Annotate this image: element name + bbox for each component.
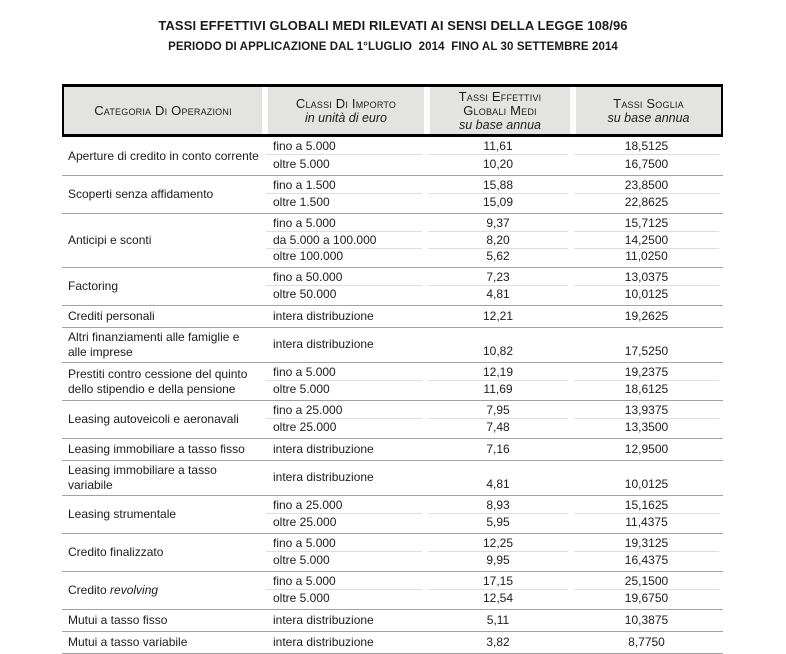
importo-value: oltre 1.500: [273, 195, 330, 209]
tegm-stack: [428, 574, 568, 607]
tegm-stack: [428, 330, 568, 360]
soglia-stack: [574, 139, 719, 173]
header-cell-importo: [268, 87, 424, 134]
soglia-stack: [574, 441, 719, 458]
importo-stack: [266, 634, 422, 651]
soglia-value: 22,8625: [624, 195, 669, 209]
header-sublabel: su base annua: [607, 110, 690, 125]
soglia-stack: [574, 634, 719, 651]
soglia-value: 17,5250: [624, 344, 669, 358]
soglia-stack: [574, 403, 719, 436]
group-row: [62, 631, 723, 653]
tegm-value: 12,19: [428, 365, 568, 381]
header-label: Globali Medi: [463, 102, 537, 118]
importo-value: intera distribuzione: [273, 441, 374, 456]
category-label: Leasing strumentale: [68, 507, 177, 521]
importo-value: fino a 50.000: [266, 270, 422, 286]
category-cell: [62, 612, 260, 629]
importo-stack: [266, 498, 422, 531]
soglia-value: 15,1625: [574, 498, 719, 514]
importo-value: fino a 5.000: [266, 536, 422, 552]
soglia-value: 8,7750: [628, 635, 665, 649]
soglia-value: 19,6750: [624, 591, 669, 605]
soglia-value: 10,0125: [624, 287, 669, 301]
tegm-value: 5,62: [486, 249, 510, 263]
tegm-value: 5,11: [486, 613, 510, 627]
importo-value: intera distribuzione: [273, 470, 374, 484]
importo-stack: [266, 536, 422, 569]
tegm-value: 12,54: [482, 591, 514, 605]
category-cell: [62, 270, 260, 303]
category-label: Anticipi e sconti: [68, 233, 152, 247]
tegm-value: 9,95: [486, 553, 510, 567]
soglia-value: 13,0375: [574, 270, 719, 286]
importo-stack: [266, 403, 422, 436]
category-cell: [62, 574, 260, 607]
category-label-italic: revolving: [110, 583, 159, 597]
category-cell: [62, 308, 260, 325]
importo-value: fino a 5.000: [266, 574, 422, 590]
soglia-value: 19,2625: [624, 309, 669, 323]
tegm-value: 15,88: [428, 178, 568, 194]
table-header: [62, 84, 723, 137]
category-label: Aperture di credito in conto corrente: [68, 148, 259, 163]
soglia-value: 25,1500: [574, 574, 719, 590]
group-row: [62, 175, 723, 213]
tegm-value: 7,16: [486, 442, 510, 456]
table-body: [62, 137, 723, 654]
soglia-value: 10,3875: [624, 613, 669, 627]
tegm-stack: [428, 308, 568, 325]
group-row: [62, 533, 723, 571]
importo-value: oltre 5.000: [273, 157, 330, 171]
importo-value: intera distribuzione: [273, 612, 374, 627]
soglia-stack: [574, 463, 719, 493]
category-label: Leasing immobiliare a tasso fisso: [68, 442, 245, 456]
soglia-stack: [574, 178, 719, 211]
group-row: [62, 305, 723, 327]
importo-value: oltre 5.000: [273, 553, 330, 567]
category-cell: [62, 634, 260, 651]
header-cell-categoria: [64, 87, 262, 134]
tegm-stack: [428, 441, 568, 458]
group-row: [62, 137, 723, 175]
category-label: Credito revolving: [68, 583, 159, 597]
importo-value: intera distribuzione: [273, 337, 374, 351]
category-label: Leasing autoveicoli e aeronavali: [68, 412, 239, 426]
tegm-stack: [428, 139, 568, 173]
importo-value: fino a 5.000: [266, 216, 422, 232]
tegm-stack: [428, 463, 568, 493]
soglia-value: 23,8500: [574, 178, 719, 194]
tegm-value: 11,69: [483, 382, 513, 396]
tegm-value: 9,37: [428, 216, 568, 232]
category-label: Factoring: [68, 279, 119, 293]
tegm-stack: [428, 536, 568, 569]
soglia-value: 19,3125: [574, 536, 719, 552]
group-row: [62, 438, 723, 460]
category-cell: [62, 178, 260, 211]
tegm-stack: [428, 178, 568, 211]
group-row: [62, 571, 723, 609]
category-cell: [62, 365, 260, 398]
soglia-value: 11,0250: [625, 249, 668, 263]
category-label: Scoperti senza affidamento: [68, 187, 214, 201]
importo-value: fino a 5.000: [266, 139, 422, 155]
category-cell: [62, 139, 260, 173]
importo-stack: [266, 308, 422, 325]
soglia-value: 18,6125: [624, 382, 669, 396]
importo-value: intera distribuzione: [273, 634, 374, 649]
category-label: Mutui a tasso fisso: [68, 613, 168, 627]
group-row: [62, 609, 723, 631]
importo-stack: [266, 612, 422, 629]
importo-value: fino a 5.000: [266, 365, 422, 381]
soglia-stack: [574, 536, 719, 569]
soglia-stack: [574, 498, 719, 531]
tegm-stack: [428, 498, 568, 531]
tegm-value: 12,25: [428, 536, 568, 552]
category-label: Prestiti contro cessione del quinto dello stipendio e della pensione: [68, 366, 248, 396]
doc-subtitle: PERIODO DI APPLICAZIONE DAL 1°LUGLIO 2014 FINO AL 30 SETTEMBRE 2014: [168, 41, 618, 53]
group-row: [62, 400, 723, 438]
tegm-stack: [428, 612, 568, 629]
tegm-value: 7,23: [428, 270, 568, 286]
header-sublabel: in unità di euro: [304, 110, 387, 125]
importo-stack: [266, 216, 422, 265]
importo-value: intera distribuzione: [273, 308, 374, 323]
header-label: Tassi Effettivi: [458, 88, 542, 104]
soglia-value: 13,3500: [624, 420, 669, 434]
tegm-value: 15,09: [482, 195, 514, 209]
tegm-value: 8,20: [428, 233, 568, 249]
tegm-stack: [428, 365, 568, 398]
category-cell: [62, 536, 260, 569]
header-sublabel: su base annua: [458, 117, 541, 132]
importo-value: fino a 25.000: [266, 403, 422, 419]
importo-value: oltre 50.000: [273, 287, 337, 301]
soglia-value: 16,4375: [624, 553, 669, 567]
soglia-stack: [574, 270, 719, 303]
importo-stack: [266, 463, 422, 493]
importo-stack: [266, 139, 422, 173]
soglia-value: 12,9500: [624, 442, 669, 456]
category-cell: [62, 403, 260, 436]
importo-stack: [266, 270, 422, 303]
group-row: [62, 495, 723, 533]
group-row: [62, 267, 723, 305]
tegm-value: 7,48: [486, 420, 510, 434]
group-row: [62, 213, 723, 267]
header-label: Categoria Di Operazioni: [94, 102, 232, 118]
importo-value: fino a 25.000: [266, 498, 422, 514]
category-cell: [62, 463, 260, 493]
category-cell: [62, 330, 260, 360]
importo-stack: [266, 365, 422, 398]
soglia-value: 11,4375: [625, 515, 668, 529]
tegm-value: 11,61: [428, 139, 568, 155]
tegm-stack: [428, 270, 568, 303]
tegm-value: 8,93: [428, 498, 568, 514]
category-label: Credito finalizzato: [68, 545, 164, 559]
group-row: [62, 460, 723, 495]
importo-value: oltre 5.000: [273, 591, 330, 605]
importo-value: oltre 25.000: [273, 420, 337, 434]
soglia-value: 16,7500: [624, 157, 669, 171]
importo-stack: [266, 441, 422, 458]
tegm-value: 17,15: [428, 574, 568, 590]
category-label: Crediti personali: [68, 309, 155, 323]
soglia-stack: [574, 308, 719, 325]
doc-title: TASSI EFFETTIVI GLOBALI MEDI RILEVATI AI SENSI DELLA LEGGE 108/96: [158, 18, 628, 33]
category-cell: [62, 498, 260, 531]
rates-table: [62, 84, 723, 654]
header-cell-tegm: [430, 87, 570, 134]
importo-stack: [266, 330, 422, 360]
soglia-value: 13,9375: [574, 403, 719, 419]
category-cell: [62, 441, 260, 458]
importo-value: fino a 1.500: [266, 178, 422, 194]
soglia-value: 10,0125: [624, 477, 669, 491]
tegm-value: 7,95: [428, 403, 568, 419]
header-cell-soglia: [576, 87, 721, 134]
tegm-stack: [428, 216, 568, 265]
tegm-value: 4,81: [486, 287, 510, 301]
soglia-stack: [574, 330, 719, 360]
importo-value: da 5.000 a 100.000: [266, 233, 422, 249]
tegm-value: 3,82: [486, 635, 510, 649]
soglia-stack: [574, 574, 719, 607]
tegm-value: 10,82: [482, 344, 514, 358]
soglia-value: 14,2500: [574, 233, 719, 249]
tegm-value: 10,20: [482, 157, 514, 171]
soglia-stack: [574, 365, 719, 398]
importo-value: oltre 100.000: [273, 249, 344, 263]
group-row: [62, 327, 723, 362]
importo-stack: [266, 178, 422, 211]
header-label: Classi Di Importo: [295, 95, 397, 111]
category-label: Mutui a tasso variabile: [68, 635, 188, 649]
tegm-value: 5,95: [486, 515, 510, 529]
soglia-stack: [574, 216, 719, 265]
category-cell: [62, 216, 260, 265]
importo-value: oltre 25.000: [273, 515, 337, 529]
soglia-value: 18,5125: [574, 139, 719, 155]
soglia-value: 15,7125: [574, 216, 719, 232]
category-label: Leasing immobiliare a tasso variabile: [68, 463, 217, 492]
category-label: Altri finanziamenti alle famiglie e alle imprese: [68, 330, 240, 359]
soglia-stack: [574, 612, 719, 629]
tegm-stack: [428, 403, 568, 436]
tegm-value: 4,81: [486, 477, 510, 491]
tegm-value: 12,21: [482, 309, 514, 323]
header-label: Tassi Soglia: [613, 95, 684, 111]
importo-stack: [266, 574, 422, 607]
soglia-value: 19,2375: [574, 365, 719, 381]
importo-value: oltre 5.000: [273, 382, 330, 396]
group-row: [62, 362, 723, 400]
tegm-stack: [428, 634, 568, 651]
